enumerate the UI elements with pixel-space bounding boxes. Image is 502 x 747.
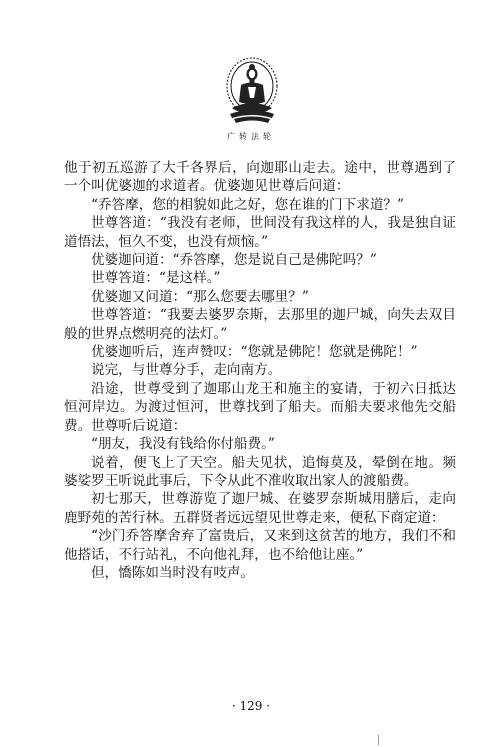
paragraph: 他于初五巡游了大千各界后，向迦耶山走去。途中，世尊遇到了一个叫优婆迦的求道者。优婆迦见世尊后问道：	[64, 160, 456, 195]
paragraph: 优婆迦又问道：“那么您要去哪里？”	[91, 288, 309, 305]
paragraph: 世尊答道：“是这样。”	[91, 270, 221, 287]
paragraph: 世尊答道：“我要去婆罗奈斯，去那里的迦尸城，向失去双目般的世界点燃明亮的法灯。”	[64, 307, 456, 342]
scan-mark	[378, 735, 379, 745]
paragraph: 说着，便飞上了天空。船夫见状，追悔莫及，晕倒在地。频婆娑罗王听说此事后，下令从此不准收取出家人的渡船费。	[64, 454, 456, 489]
paragraph: 但，憍陈如当时没有吱声。	[91, 564, 255, 581]
paragraph: 沿途，世尊受到了迦耶山龙王和施主的宴请，于初六日抵达恒河岸边。为渡过恒河，世尊找到了船夫。而船夫要求他先交船费。世尊听后说道：	[64, 380, 456, 434]
header-caption: 广转法轮	[227, 132, 275, 141]
body-text	[64, 159, 456, 582]
paragraph: “沙门乔答摩舍弃了富贵后，又来到这贫苦的地方，我们不和他搭话，不行站礼，不向他礼拜，也不给他让座。”	[64, 528, 456, 563]
paragraph: 优婆迦问道：“乔答摩，您是说自己是佛陀吗？”	[91, 252, 377, 269]
paragraph: 说完，与世尊分手，走向南方。	[91, 362, 282, 379]
paragraph: 世尊答道：“我没有老师，世间没有我这样的人，我是独自证道悟法，恒久不变，也没有烦恼。”	[64, 215, 456, 250]
seated-buddha-emblem	[224, 56, 280, 126]
paragraph: “乔答摩，您的相貌如此之好，您在谁的门下求道？”	[91, 196, 404, 213]
page-number: · 129 ·	[231, 699, 271, 713]
paragraph: 优婆迦听后，连声赞叹：“您就是佛陀！您就是佛陀！”	[91, 344, 418, 361]
paragraph: “朋友，我没有钱给你付船费。”	[91, 436, 275, 453]
paragraph: 初七那天，世尊游览了迦尸城、在婆罗奈斯城用膳后，走向鹿野苑的苦行林。五群贤者远远望见世尊走来，便私下商定道：	[64, 491, 456, 526]
